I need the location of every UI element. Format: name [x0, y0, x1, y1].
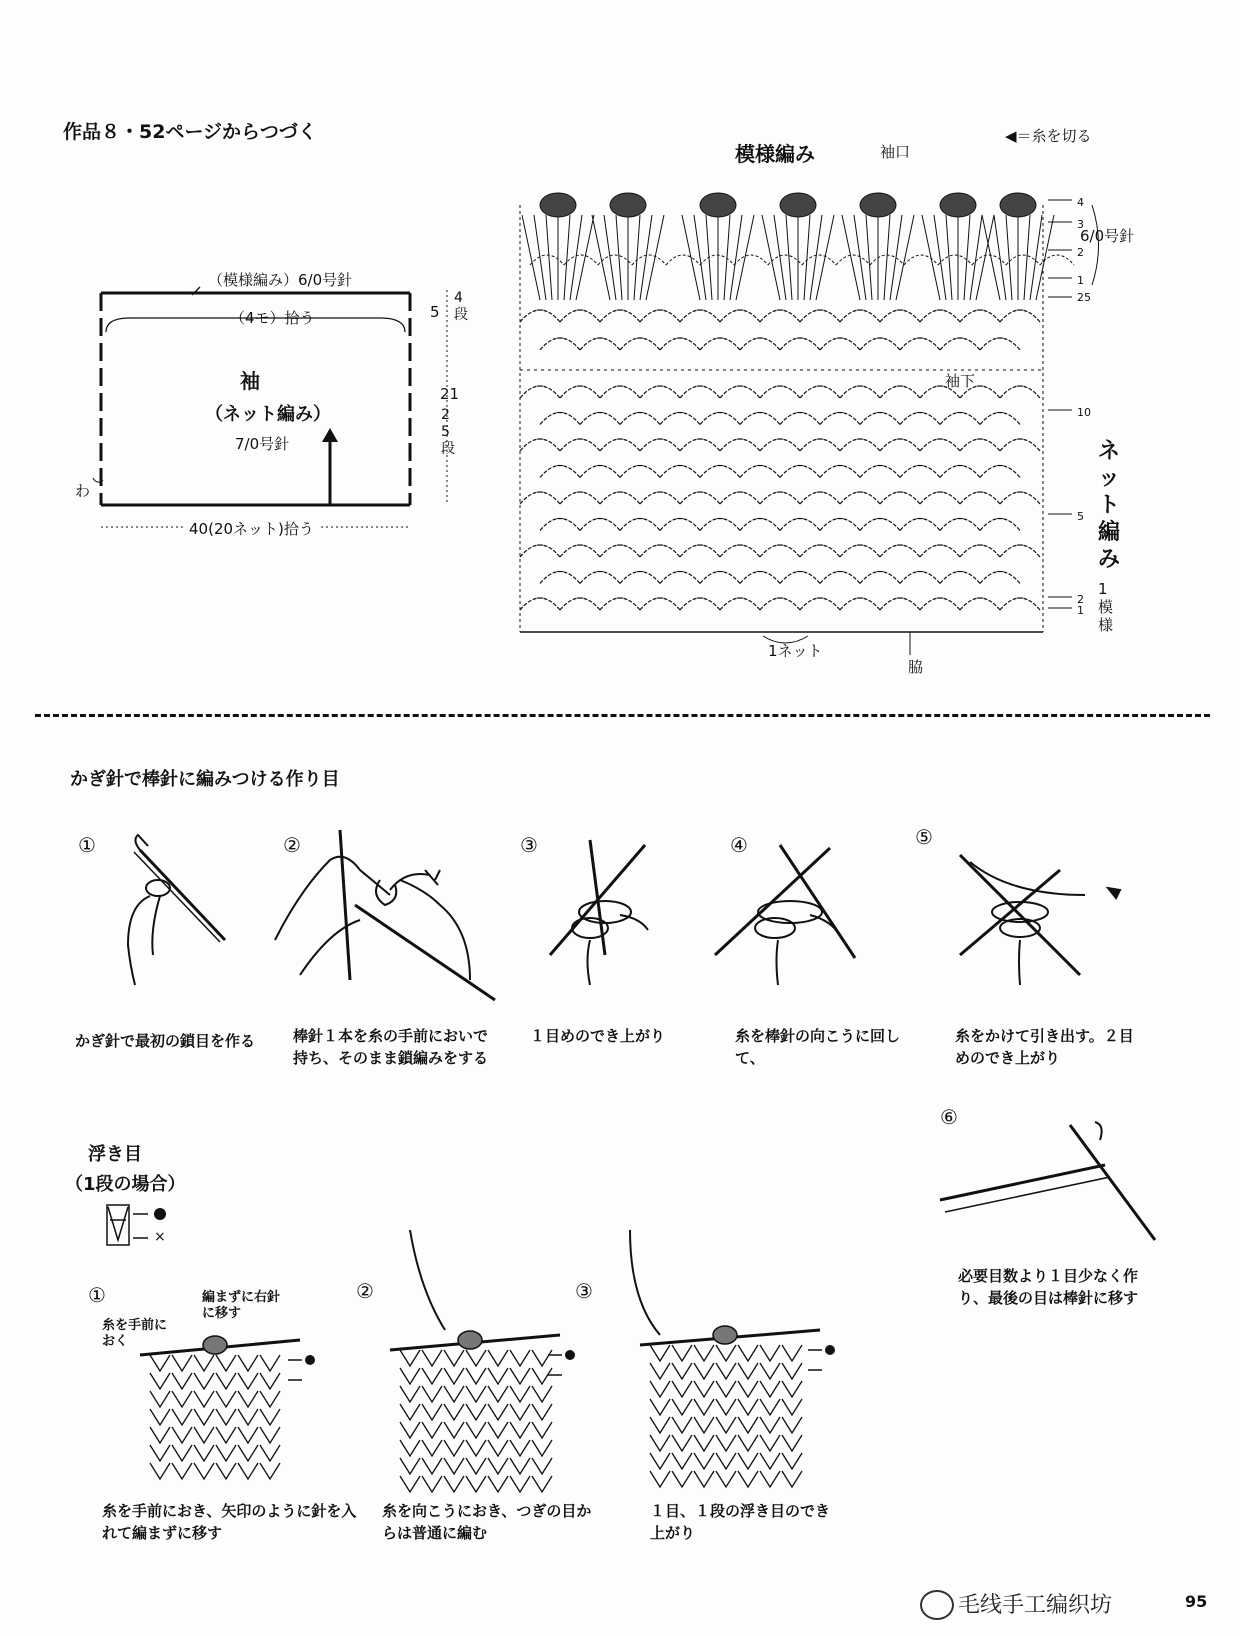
knit-stitch-v [532, 1368, 552, 1384]
knit-stitch-v [738, 1453, 758, 1469]
row-marker-10: 10 [1077, 406, 1091, 419]
knit-stitch-v [216, 1409, 236, 1425]
knit-stitch-v [694, 1453, 714, 1469]
side-dim-top: 5 [430, 303, 440, 321]
knit-stitch-v [760, 1381, 780, 1397]
knit-stitch-v [400, 1476, 420, 1492]
step6-caption: 必要目数より１目少なく作り、最後の目は棒針に移す [958, 1267, 1139, 1307]
knit-stitch-v [716, 1345, 736, 1361]
knit-stitch-v [738, 1417, 758, 1433]
knit-stitch-v [422, 1476, 442, 1492]
step4-caption: 糸を棒針の向こうに回して、 [735, 1027, 901, 1067]
knit-stitch-v [216, 1427, 236, 1443]
knit-stitch-v [260, 1355, 280, 1371]
one-net-label: 1ネット [768, 642, 823, 660]
knit-stitch-v [150, 1427, 170, 1443]
yarn-strand [410, 1230, 445, 1330]
yarn-strand [630, 1230, 660, 1335]
knit-stitch-v [260, 1409, 280, 1425]
knit-stitch-v [422, 1440, 442, 1456]
knit-stitch-v [532, 1476, 552, 1492]
knit-stitch-v [650, 1471, 670, 1487]
knit-stitch-v [260, 1463, 280, 1479]
side-dim-main: 21 [440, 385, 460, 403]
net-stitch-label: ネット編み [1098, 439, 1121, 572]
row-dot [825, 1345, 835, 1355]
knit-stitch-v [488, 1386, 508, 1402]
slip-stitch-heading: 浮き目 [88, 1144, 142, 1165]
knit-stitch-v [672, 1471, 692, 1487]
knit-stitch-v [532, 1440, 552, 1456]
knit-stitch-v [738, 1363, 758, 1379]
step3-number: ③ [520, 833, 538, 857]
knit-stitch-v [444, 1350, 464, 1366]
knit-stitch-v [694, 1363, 714, 1379]
note-yarn-front: 糸を手前におく [102, 1318, 168, 1349]
knit-stitch-v [782, 1453, 802, 1469]
knit-stitch-v [672, 1435, 692, 1451]
chart-title: 模様編み [735, 142, 815, 166]
knit-stitch-v [716, 1399, 736, 1415]
knit-stitch-v [532, 1404, 552, 1420]
knit-stitch-v [172, 1445, 192, 1461]
knit-stitch-v [782, 1399, 802, 1415]
slip-step1-caption: 糸を手前におき、矢印のように針を入れて編まずに移す [102, 1502, 357, 1542]
sleeve-title: 袖 [240, 369, 260, 393]
knit-stitch-v [172, 1355, 192, 1371]
knit-stitch-v [444, 1386, 464, 1402]
step2-number: ② [283, 833, 301, 857]
knit-stitch-v [400, 1422, 420, 1438]
row-dot [305, 1355, 315, 1365]
slip-stitch-subheading: （1段の場合） [65, 1174, 186, 1195]
knit-stitch-v [716, 1363, 736, 1379]
knit-stitch-v [150, 1373, 170, 1389]
symbol-x-mark: × [154, 1229, 166, 1245]
knit-stitch-v [466, 1476, 486, 1492]
knit-stitch-v [782, 1381, 802, 1397]
knit-stitch-v [400, 1386, 420, 1402]
slipped-stitch [203, 1336, 227, 1354]
knit-stitch-v [760, 1363, 780, 1379]
side-dim-main-rows: 25段 [441, 407, 455, 457]
ring-mark: わ [75, 482, 91, 500]
knit-stitch-v [216, 1373, 236, 1389]
knit-stitch-v [760, 1471, 780, 1487]
step6-number: ⑥ [940, 1105, 958, 1129]
knit-stitch-v [400, 1458, 420, 1474]
page-number: 95 [1185, 1592, 1208, 1611]
slip-step2-number: ② [356, 1279, 374, 1303]
knit-stitch-v [466, 1368, 486, 1384]
knit-stitch-v [238, 1427, 258, 1443]
row-marker-2b: 2 [1077, 593, 1084, 606]
knit-stitch-v [194, 1463, 214, 1479]
row-marker-1: 1 [1077, 274, 1084, 287]
knit-stitch-v [650, 1381, 670, 1397]
knit-stitch-v [694, 1435, 714, 1451]
knit-stitch-v [510, 1386, 530, 1402]
side-seam-label: 脇 [908, 658, 924, 676]
knit-stitch-v [400, 1350, 420, 1366]
knit-stitch-v [488, 1440, 508, 1456]
step5-number: ⑤ [915, 825, 933, 849]
knit-stitch-v [716, 1435, 736, 1451]
knit-stitch-v [672, 1345, 692, 1361]
knit-stitch-v [760, 1435, 780, 1451]
knit-stitch-v [738, 1471, 758, 1487]
knit-stitch-v [672, 1417, 692, 1433]
wechat-icon [920, 1590, 954, 1620]
knit-stitch-v [716, 1471, 736, 1487]
step1-number: ① [78, 833, 96, 857]
row-marker-3: 3 [1077, 218, 1084, 231]
knit-stitch-v [422, 1386, 442, 1402]
slipped-stitch [713, 1326, 737, 1344]
underarm-label: 袖下 [945, 372, 976, 390]
knit-stitch-v [672, 1453, 692, 1469]
chart-needle-note: 6/0号針 [1080, 227, 1135, 245]
knit-stitch-v [738, 1381, 758, 1397]
knit-stitch-v [738, 1399, 758, 1415]
knit-stitch-v [488, 1404, 508, 1420]
slipped-stitch [458, 1331, 482, 1349]
knit-stitch-v [216, 1463, 236, 1479]
row-dot [565, 1350, 575, 1360]
knit-stitch-v [782, 1435, 802, 1451]
cast-on-heading: かぎ針で棒針に編みつける作り目 [70, 769, 340, 790]
knit-stitch-v [782, 1363, 802, 1379]
row-marker-2: 2 [1077, 246, 1084, 259]
knit-stitch-v [510, 1350, 530, 1366]
row-marker-4: 4 [1077, 196, 1084, 209]
knit-stitch-v [510, 1368, 530, 1384]
knit-stitch-v [782, 1345, 802, 1361]
knit-stitch-v [510, 1476, 530, 1492]
knit-stitch-v [194, 1409, 214, 1425]
knit-stitch-v [150, 1391, 170, 1407]
knit-stitch-v [694, 1417, 714, 1433]
slip-step2-caption: 糸を向こうにおき、つぎの目からは普通に編む [382, 1502, 592, 1542]
knit-stitch-v [444, 1476, 464, 1492]
knit-stitch-v [716, 1417, 736, 1433]
slip-step3-caption: １目、１段の浮き目のでき上がり [650, 1502, 831, 1542]
knit-stitch-v [650, 1453, 670, 1469]
knit-stitch-v [216, 1391, 236, 1407]
knit-stitch-v [510, 1458, 530, 1474]
knit-stitch-v [466, 1386, 486, 1402]
cuff-label: 袖口 [880, 143, 911, 161]
knit-stitch-v [444, 1440, 464, 1456]
knit-stitch-v [238, 1391, 258, 1407]
knit-stitch-v [238, 1373, 258, 1389]
step2-caption: 棒針１本を糸の手前においで持ち、そのまま鎖編みをする [293, 1027, 489, 1067]
row-marker-25: 25 [1077, 291, 1091, 304]
knit-stitch-v [466, 1440, 486, 1456]
knit-stitch-v [782, 1471, 802, 1487]
knit-stitch-v [172, 1409, 192, 1425]
knit-stitch-v [172, 1391, 192, 1407]
knit-stitch-v [532, 1350, 552, 1366]
top-pattern-label: （模様編み）6/0号針 [208, 271, 353, 289]
knit-stitch-v [194, 1391, 214, 1407]
knit-stitch-v [422, 1404, 442, 1420]
knit-stitch-v [422, 1458, 442, 1474]
knit-stitch-v [216, 1445, 236, 1461]
knit-stitch-v [532, 1386, 552, 1402]
knit-stitch-v [466, 1404, 486, 1420]
knit-stitch-v [650, 1363, 670, 1379]
sleeve-stitch-label: （ネット編み） [205, 404, 331, 425]
knit-stitch-v [260, 1373, 280, 1389]
knit-stitch-v [194, 1373, 214, 1389]
knit-stitch-v [672, 1363, 692, 1379]
knit-stitch-v [194, 1445, 214, 1461]
knit-stitch-v [694, 1471, 714, 1487]
knit-stitch-v [760, 1345, 780, 1361]
knit-stitch-v [216, 1355, 236, 1371]
note-move-unworked: 編まずに右針に移す [202, 1290, 281, 1321]
watermark: 毛线手工编织坊 [958, 1593, 1113, 1618]
knit-stitch-v [260, 1445, 280, 1461]
knit-stitch-v [466, 1350, 486, 1366]
knit-stitch-v [694, 1345, 714, 1361]
knit-stitch-v [172, 1373, 192, 1389]
knit-stitch-v [694, 1399, 714, 1415]
knit-stitch-v [260, 1427, 280, 1443]
knit-stitch-v [488, 1458, 508, 1474]
knit-stitch-v [238, 1463, 258, 1479]
knit-stitch-v [510, 1404, 530, 1420]
knit-stitch-v [738, 1435, 758, 1451]
knit-stitch-v [650, 1435, 670, 1451]
knit-stitch-v [466, 1422, 486, 1438]
knit-stitch-v [238, 1409, 258, 1425]
knit-stitch-v [532, 1458, 552, 1474]
step1-caption: かぎ針で最初の鎖目を作る [75, 1032, 256, 1050]
one-pattern-label: 1模様 [1098, 580, 1114, 634]
bottom-dimension: 40(20ネット)拾う [185, 518, 318, 539]
knit-stitch-v [488, 1350, 508, 1366]
knit-stitch-v [444, 1422, 464, 1438]
knit-stitch-v [172, 1427, 192, 1443]
knit-stitch-v [150, 1409, 170, 1425]
knit-stitch-v [672, 1381, 692, 1397]
knit-stitch-v [694, 1381, 714, 1397]
row-marker-1b: 1 [1077, 604, 1084, 617]
knit-stitch-v [488, 1368, 508, 1384]
slip-step1-number: ① [88, 1283, 106, 1307]
knit-stitch-v [716, 1381, 736, 1397]
knit-stitch-v [650, 1417, 670, 1433]
knit-stitch-v [444, 1404, 464, 1420]
step4-number: ④ [730, 833, 748, 857]
knit-stitch-v [150, 1463, 170, 1479]
knit-stitch-v [782, 1417, 802, 1433]
knit-stitch-v [510, 1440, 530, 1456]
knit-stitch-v [150, 1445, 170, 1461]
knit-stitch-v [444, 1458, 464, 1474]
cut-yarn-legend: ◀＝糸を切る [1005, 127, 1092, 145]
knit-stitch-v [422, 1368, 442, 1384]
knit-stitch-v [400, 1368, 420, 1384]
knit-stitch-v [650, 1345, 670, 1361]
knit-stitch-v [260, 1391, 280, 1407]
knit-stitch-v [650, 1399, 670, 1415]
knit-stitch-v [488, 1476, 508, 1492]
knit-stitch-v [760, 1453, 780, 1469]
knit-stitch-v [194, 1427, 214, 1443]
step5-caption: 糸をかけて引き出す。２目めのでき上がり [955, 1027, 1134, 1067]
knit-stitch-v [422, 1422, 442, 1438]
side-dim-top-rows: 4段 [454, 290, 468, 323]
knit-stitch-v [172, 1463, 192, 1479]
knit-stitch-v [760, 1399, 780, 1415]
knit-stitch-v [738, 1345, 758, 1361]
knit-stitch-v [400, 1440, 420, 1456]
knit-stitch-v [238, 1355, 258, 1371]
continued-title: 作品８・52ページからつづく [63, 121, 317, 143]
row-marker-5: 5 [1077, 510, 1084, 523]
knit-stitch-v [150, 1355, 170, 1371]
pick-up-top-label: （4モ）拾う [230, 309, 315, 327]
knit-stitch-v [510, 1422, 530, 1438]
knit-stitch-v [194, 1355, 214, 1371]
step3-caption: １目めのでき上がり [530, 1027, 666, 1045]
slip-step3-number: ③ [575, 1279, 593, 1303]
knit-stitch-v [532, 1422, 552, 1438]
knit-stitch-v [716, 1453, 736, 1469]
knit-stitch-v [760, 1417, 780, 1433]
knit-stitch-v [238, 1445, 258, 1461]
knit-stitch-v [444, 1368, 464, 1384]
knit-stitch-v [422, 1350, 442, 1366]
knit-stitch-v [488, 1422, 508, 1438]
sleeve-needle-label: 7/0号針 [235, 435, 290, 453]
knit-stitch-v [672, 1399, 692, 1415]
knit-stitch-v [400, 1404, 420, 1420]
knit-stitch-v [466, 1458, 486, 1474]
